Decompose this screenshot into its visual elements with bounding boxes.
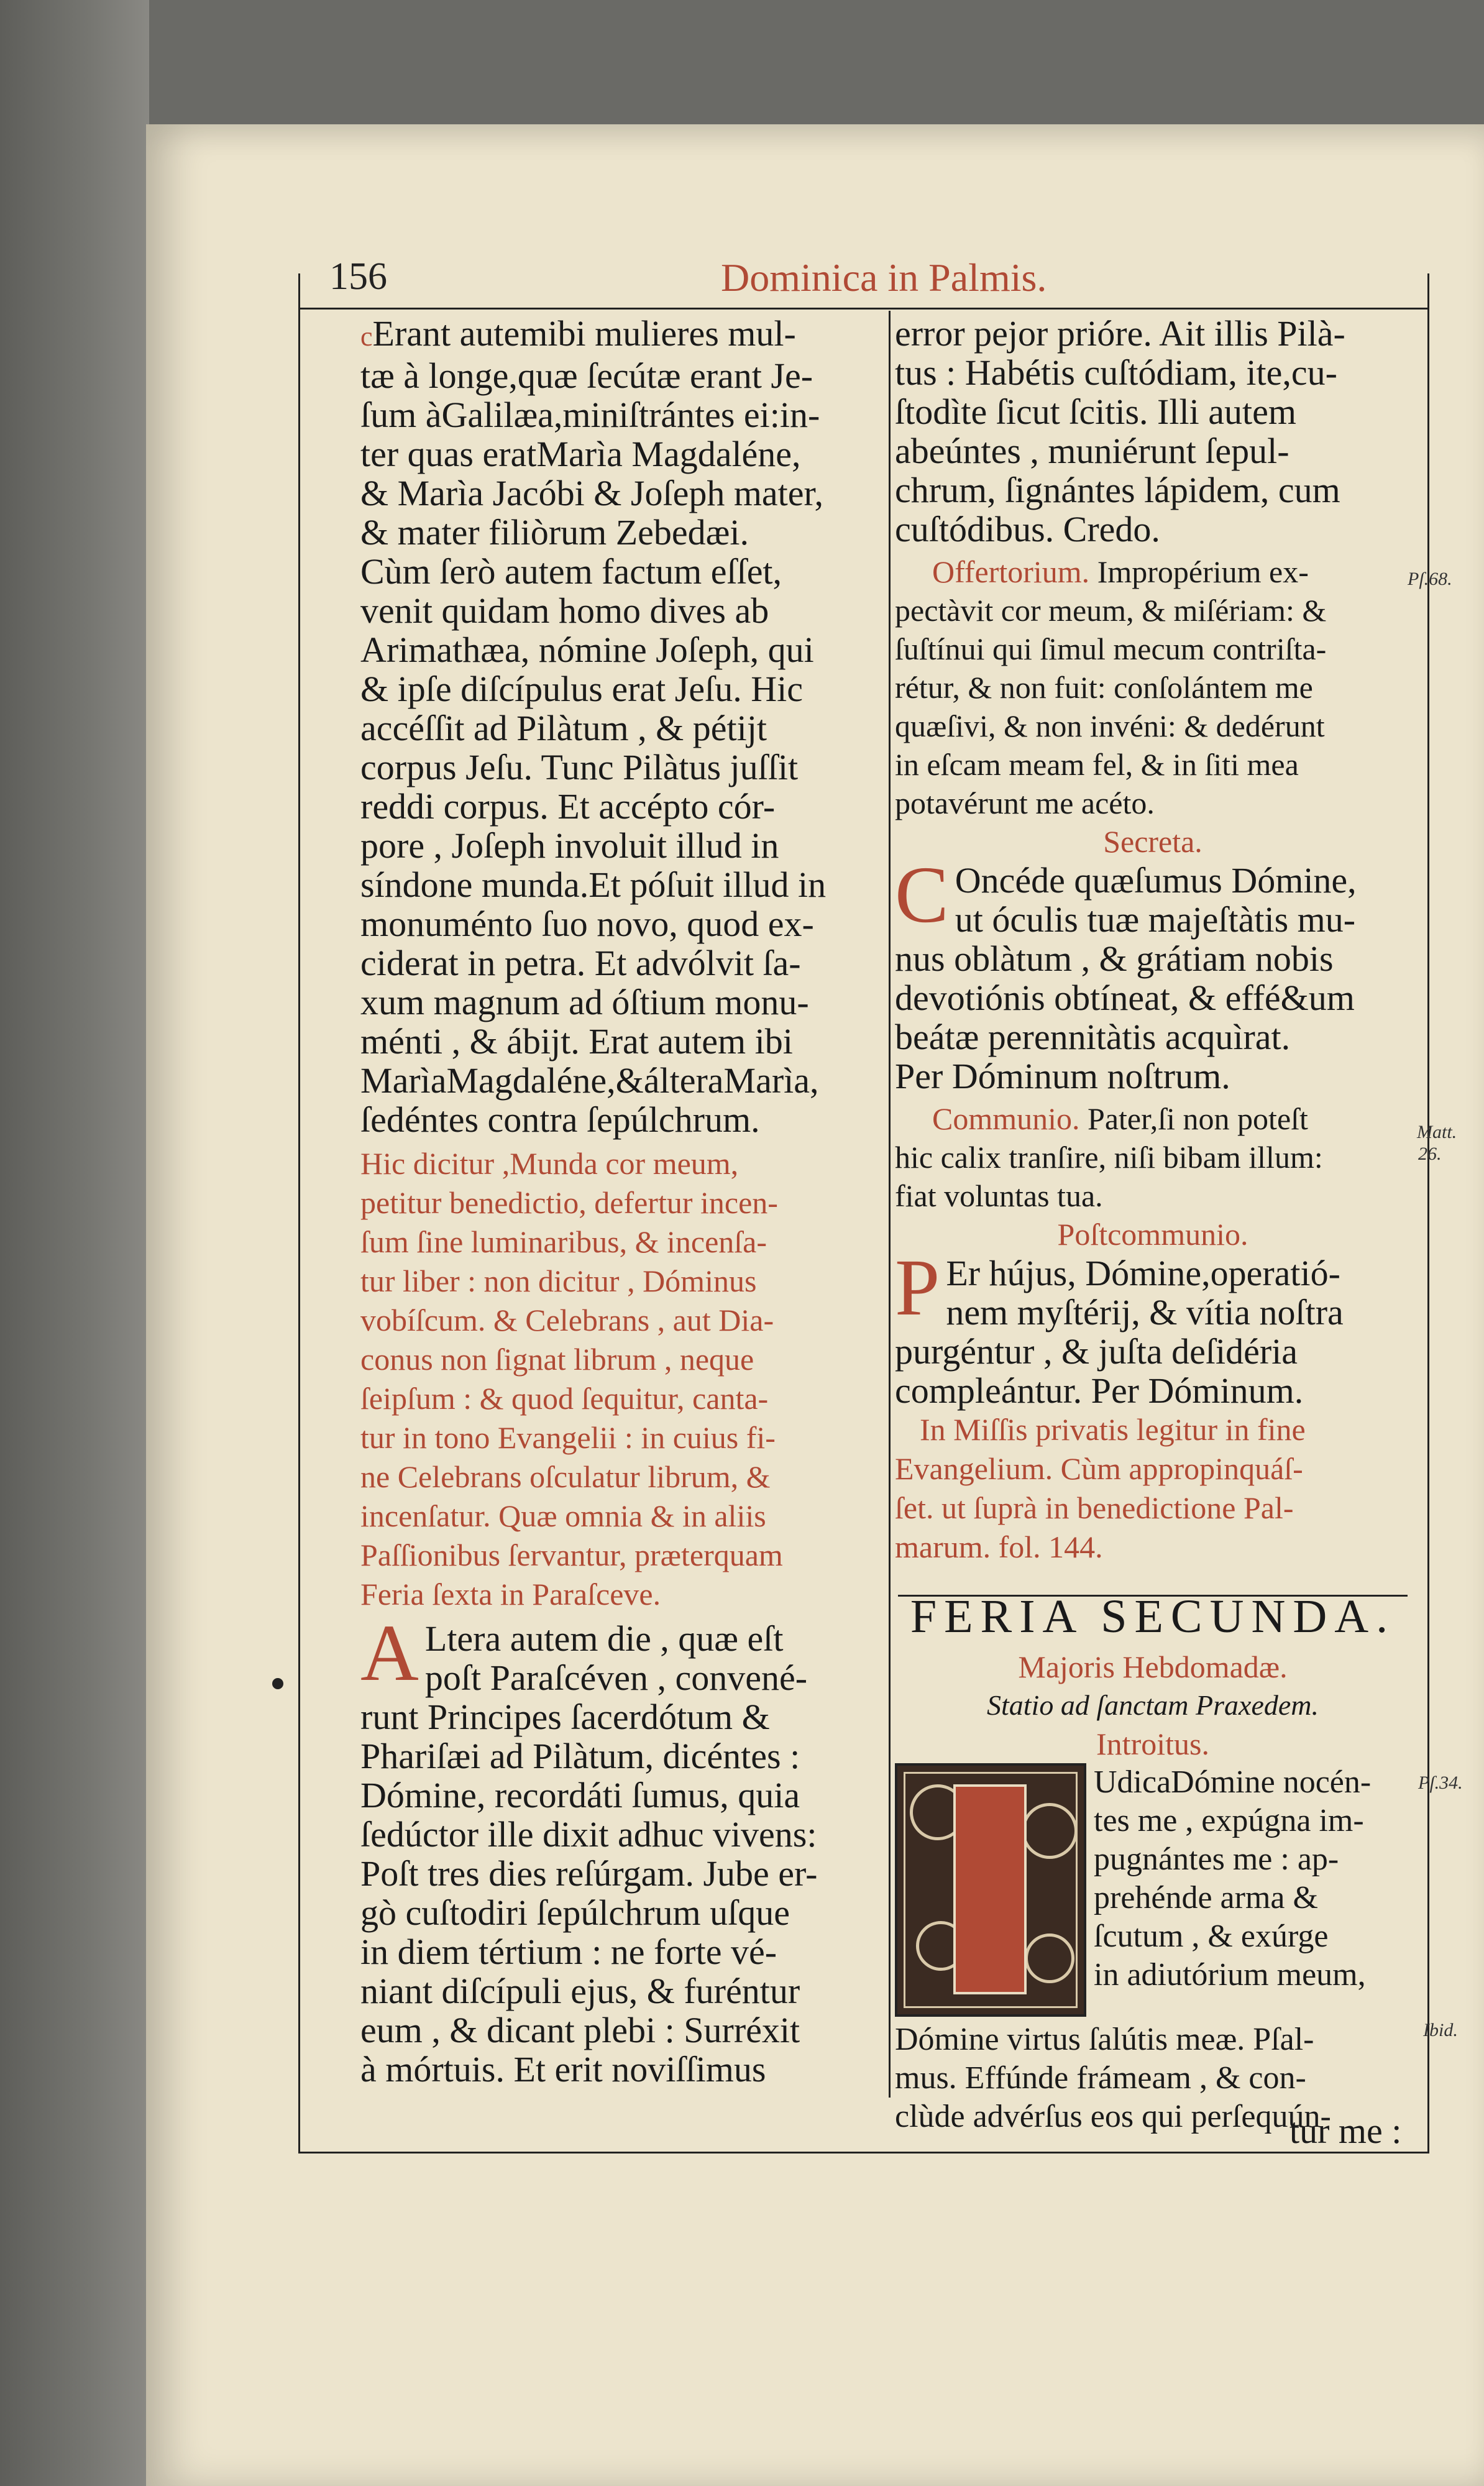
gospel-end-line: cuſtódibus. Credo. [895, 509, 1160, 549]
gospel-continuation [360, 1608, 882, 2089]
rubric-line: petitur benedictio, defertur incen- [360, 1185, 778, 1220]
offertorium-block [895, 553, 1411, 822]
rubric-note-line: marum. fol. 144. [895, 1530, 1103, 1564]
postcommunio-label: Poſtcommunio. [1057, 1217, 1248, 1252]
gospel-line: corpus Jeſu. Tunc Pilàtus juſſit [360, 747, 799, 787]
frame-right-rule [1427, 273, 1429, 2153]
gospel-line: ménti , & ábijt. Erat autem ibi [360, 1021, 793, 1062]
rubric-block [360, 1144, 882, 1614]
introitus-line: ſcutum , & exúrge [1094, 1919, 1329, 1954]
frame-left-rule [298, 273, 300, 2153]
introitus-line: Dómine virtus ſalútis meæ. Pſal- [895, 2022, 1314, 2057]
statio-line: Statio ad ſanctam Praxedem. [986, 1689, 1319, 1721]
offertorium-line: potavérunt me acéto. [895, 786, 1155, 820]
gospel-line: síndone munda.Et póſuit illud in [360, 865, 827, 905]
gospel-line: ter quas eratMarìa Magdaléne, [360, 434, 801, 474]
offertorium-line: rétur, & non fuit: conſolántem me [895, 670, 1313, 705]
gospel-line: ciderat in petra. Et advólvit ſa- [360, 943, 801, 983]
introitus-line: UdicaDómine nocén- [1094, 1764, 1372, 1800]
gospel-end-line: abeúntes , muniérunt ſepul- [895, 431, 1289, 471]
rubric-note-line: In Miſſis privatis legitur in fine [920, 1412, 1306, 1447]
catchword: tur me : [1289, 2111, 1402, 2151]
margin-note-matt: Matt. [1417, 1122, 1457, 1142]
offertorium-first-line: Offertorium. Impropérium ex- [932, 554, 1309, 589]
gospel-line: Phariſæi ad Pilàtum, dicéntes : [360, 1736, 800, 1776]
secreta-line: devotiónis obtíneat, & effé&um [895, 978, 1355, 1018]
introitus-label: Introitus. [1096, 1727, 1209, 1761]
communio-first-line: Communio. Pater,ſi non poteſt [932, 1101, 1308, 1136]
gospel-end-line: tus : Habétis cuſtódiam, ite,cu- [895, 352, 1337, 393]
gospel-line: à mórtuis. Et erit noviſſimus [360, 2049, 766, 2089]
secreta-block [895, 850, 1411, 1096]
gospel-line: gò cuſtodiri ſepúlchrum uſque [360, 1892, 790, 1933]
postcommunio-line: purgéntur , & juſta deſidéria [895, 1331, 1298, 1372]
margin-note-ibid: Ibid. [1423, 2020, 1458, 2040]
gospel-line: Dómine, recordáti ſumus, quia [360, 1775, 800, 1815]
communio-block [895, 1099, 1411, 1215]
gospel-line: & Marìa Jacóbi & Joſeph mater, [360, 473, 824, 513]
header-rule [298, 308, 1429, 310]
postcommunio-line: nem myſtérij, & vítia noſtra [946, 1292, 1344, 1332]
gospel-line: Arimathæa, nómine Joſeph, qui [360, 630, 814, 670]
introitus-line: pugnántes me : ap- [1094, 1842, 1339, 1877]
introitus-line: in adiutórium meum, [1094, 1957, 1366, 1993]
gospel-line: tæ à longe,quæ ſecútæ erant Je- [360, 355, 813, 396]
rubric-note-block [895, 1410, 1411, 1567]
gospel-line: Ltera autem die , quæ eſt [424, 1618, 784, 1659]
introitus-line: clùde advérſus eos qui perſequún- [895, 2099, 1331, 2134]
secreta-line: Per Dóminum noſtrum. [895, 1056, 1230, 1096]
gospel-line: Poſt tres dies reſúrgam. Jube er- [360, 1853, 818, 1894]
column-divider-rule [889, 311, 891, 2098]
margin-note-ps68: Pſ.68. [1408, 569, 1452, 589]
introitus-line: mus. Effúnde frámeam , & con- [895, 2060, 1306, 2096]
postcommunio-line: Er hújus, Dómine,operatió- [946, 1253, 1340, 1293]
gospel-line: ſedéntes contra ſepúlchrum. [360, 1099, 760, 1140]
secreta-label: Secreta. [1103, 824, 1202, 859]
rubric-line: conus non ſignat librum , neque [360, 1342, 754, 1377]
rubric-line: vobíſcum. & Celebrans , aut Dia- [360, 1303, 774, 1337]
secreta-line: ut óculis tuæ majeſtàtis mu- [955, 899, 1356, 940]
offertorium-line: in eſcam meam fel, & in ſiti mea [895, 747, 1299, 782]
gospel-line: pore , Joſeph involuit illud in [360, 825, 779, 866]
communio-line: fiat voluntas tua. [895, 1178, 1103, 1213]
gospel-line: reddi corpus. Et accépto cór- [360, 786, 776, 827]
gospel-end-line: chrum, ſignántes lápidem, cum [895, 470, 1340, 510]
rubric-line: incenſatur. Quæ omnia & in aliis [360, 1498, 766, 1533]
communio-label: Communio. [932, 1101, 1080, 1136]
gospel-end-line: error pejor prióre. Ait illis Pilà- [895, 313, 1345, 354]
communio-line: hic calix tranſire, niſi bibam illum: [895, 1140, 1323, 1175]
ornate-initial-i [895, 1763, 1086, 2017]
rubric-line: ſum ſine luminaribus, & incenſa- [360, 1224, 767, 1259]
gospel-line: Cùm ſerò autem factum eſſet, [360, 551, 782, 592]
page-running-title: Dominica in Palmis. [721, 255, 1047, 300]
introitus-line: prehénde arma & [1094, 1880, 1318, 1915]
gospel-line: accéſſit ad Pilàtum , & pétijt [360, 708, 767, 748]
book-spine-shadow [0, 0, 149, 2486]
gospel-line: & ipſe diſcípulus erat Jeſu. Hic [360, 669, 803, 709]
rubric-line: ne Celebrans oſculatur librum, & [360, 1459, 771, 1494]
gospel-line: venit quidam homo dives ab [360, 590, 769, 631]
secreta-line: nus oblàtum , & grátiam nobis [895, 938, 1334, 979]
gospel-line: eum , & dicant plebi : Surréxit [360, 2010, 800, 2050]
bottom-rule [298, 2152, 1429, 2153]
offertorium-label: Offertorium. [932, 554, 1090, 589]
page-number: 156 [329, 255, 387, 298]
opening-mark: c [360, 321, 373, 352]
offertorium-line: ſuſtínui qui ſimul mecum contriſta- [895, 631, 1327, 666]
gospel-line: monuménto ſuo novo, quod ex- [360, 904, 814, 944]
bleed-mark [272, 1678, 283, 1689]
secreta-line: Oncéde quæſumus Dómine, [955, 860, 1357, 901]
gospel-line: & mater filiòrum Zebedæi. [360, 512, 749, 553]
drop-cap-p: P [895, 1243, 940, 1332]
rubric-line: Paſſionibus ſervantur, præterquam [360, 1538, 783, 1572]
gospel-line: xum magnum ad óſtium monu- [360, 982, 809, 1022]
left-column [360, 314, 882, 2089]
rubric-note-line: ſet. ut ſuprà in benedictione Pal- [895, 1490, 1294, 1525]
gospel-line-1: cErant autemibi mulieres mul- [360, 313, 796, 354]
postcommunio-line: compleántur. Per Dóminum. [895, 1370, 1304, 1411]
introitus-line: tes me , expúgna im- [1094, 1803, 1364, 1838]
introitus-block [895, 1763, 1411, 2136]
rubric-line: ſeipſum : & quod ſequitur, canta- [360, 1381, 769, 1416]
margin-note-matt-chapter: 26. [1418, 1144, 1442, 1164]
rubric-line: tur liber : non dicitur , Dóminus [360, 1264, 757, 1298]
gospel-line: poſt Paraſcéven , convené- [424, 1658, 808, 1698]
rubric-line: tur in tono Evangelii : in cuius fi- [360, 1420, 776, 1455]
right-column [895, 314, 1411, 2136]
gospel-end-line: ſtodìte ſicut ſcitis. Illi autem [895, 392, 1296, 432]
feria-title: FERIA SECUNDA. [910, 1590, 1396, 1643]
margin-note-ps34: Pſ.34. [1418, 1773, 1463, 1793]
rubric-line: Feria ſexta in Paraſceve. [360, 1577, 661, 1612]
gospel-line: ſum àGalilæa,miniſtrántes ei:in- [360, 395, 820, 435]
gospel-line: in diem tértium : ne forte vé- [360, 1932, 777, 1972]
gospel-line: ſedúctor ille dixit adhuc vivens: [360, 1814, 817, 1855]
drop-cap-c: C [895, 850, 949, 940]
gospel-line: runt Principes ſacerdótum & [360, 1697, 770, 1737]
feria-subtitle: Majoris Hebdomadæ. [1018, 1649, 1288, 1684]
rubric-line: Hic dicitur ,Munda cor meum, [360, 1146, 739, 1181]
gospel-line: niant diſcípuli ejus, & furéntur [360, 1971, 800, 2011]
secreta-line: beátæ perennitàtis acquìrat. [895, 1017, 1291, 1057]
rubric-note-line: Evangelium. Cùm appropinquáſ- [895, 1451, 1303, 1486]
gospel-line: MarìaMagdaléne,&álteraMarìa, [360, 1060, 819, 1101]
postcommunio-block [895, 1243, 1411, 1411]
offertorium-line: pectàvit cor meum, & miſériam: & [895, 593, 1327, 628]
drop-cap-a: A [360, 1608, 419, 1698]
offertorium-line: quæſivi, & non invéni: & dedérunt [895, 709, 1325, 743]
